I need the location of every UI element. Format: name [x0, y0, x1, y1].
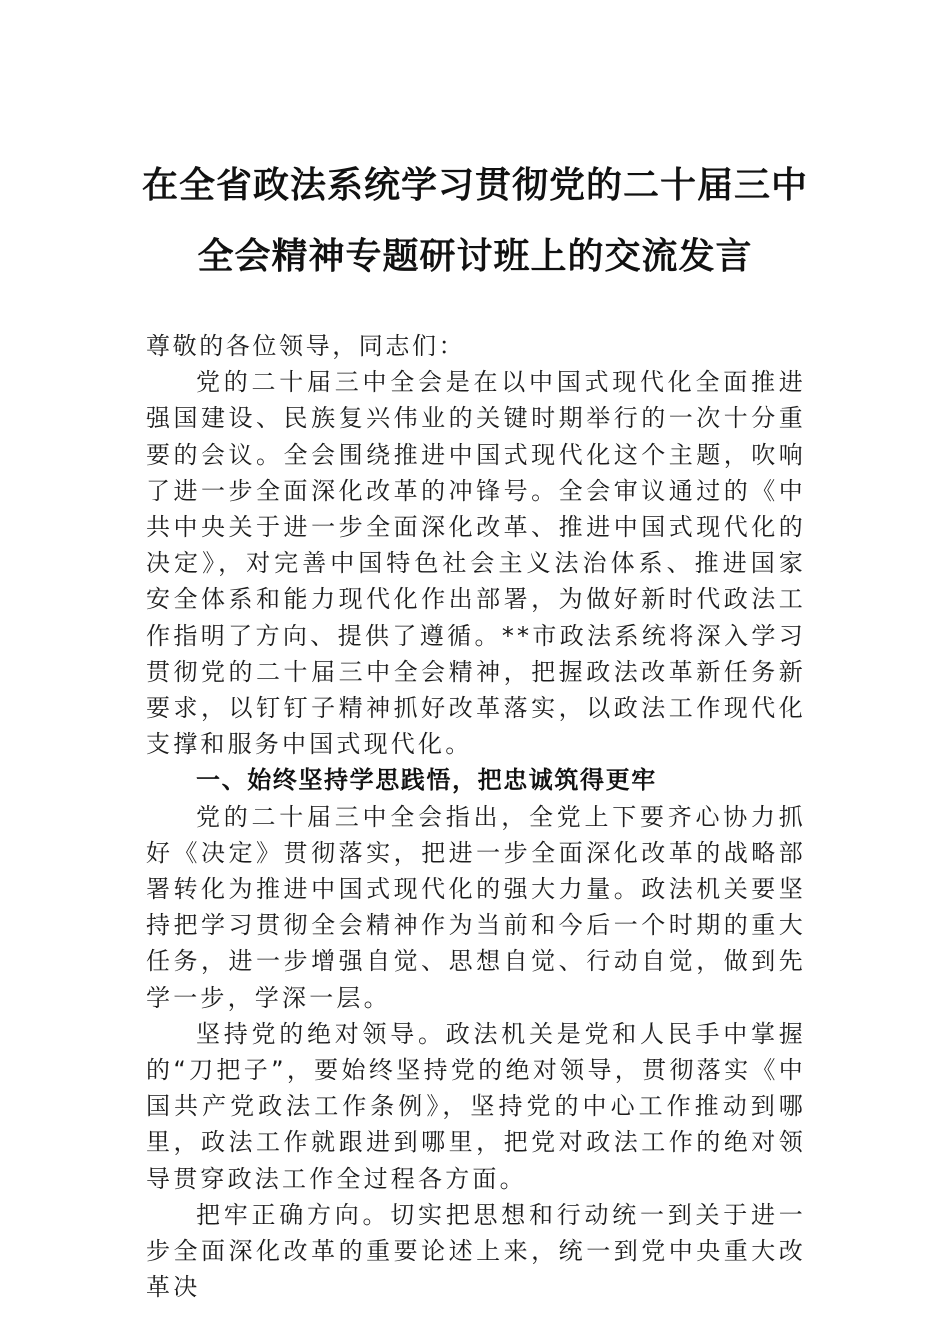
document-body — [146, 328, 806, 1305]
paragraph-intro: 党的二十届三中全会是在以中国式现代化全面推进强国建设、民族复兴伟业的关键时期举行的一次十分重要的会议。全会围绕推进中国式现代化这个主题，吹响了进一步全面深化改革的冲锋号。全会审议通过的《中共中央关于进一步全面深化改革、推进中国式现代化的决定》，对完善中国特色社会主义法治体系、推进国家安全体系和能力现代化作出部署，为做好新时代政法工作指明了方向、提供了遵循。**市政法系统将深入学习贯彻党的二十届三中全会精神，把握政法改革新任务新要求，以钉钉子精神抓好改革落实，以政法工作现代化支撑和服务中国式现代化。 — [146, 368, 806, 759]
salutation: 尊敬的各位领导，同志们： — [146, 332, 466, 360]
paragraph-correct-direction: 把牢正确方向。切实把思想和行动统一到关于进一步全面深化改革的重要论述上来，统一到党中央重大改革决 — [146, 1200, 806, 1302]
paragraph-section-1: 党的二十届三中全会指出，全党上下要齐心协力抓好《决定》贯彻落实，把进一步全面深化改革的战略部署转化为推进中国式现代化的强大力量。政法机关要坚持把学习贯彻全会精神作为当前和今后一个时期的重大任务，进一步增强自觉、思想自觉、行动自觉，做到先学一步，学深一层。 — [146, 802, 806, 1012]
paragraph-party-leadership: 坚持党的绝对领导。政法机关是党和人民手中掌握的“刀把子”，要始终坚持党的绝对领导，贯彻落实《中国共产党政法工作条例》，坚持党的中心工作推动到哪里，政法工作就跟进到哪里，把党对政法工作的绝对领导贯穿政法工作全过程各方面。 — [146, 1019, 806, 1193]
document-title-line-1: 在全省政法系统学习贯彻党的二十届三中 — [141, 164, 808, 206]
document-title-line-2: 全会精神专题研讨班上的交流发言 — [197, 235, 753, 277]
section-heading-1: 一、始终坚持学思践悟，把忠诚筑得更牢 — [196, 766, 657, 795]
